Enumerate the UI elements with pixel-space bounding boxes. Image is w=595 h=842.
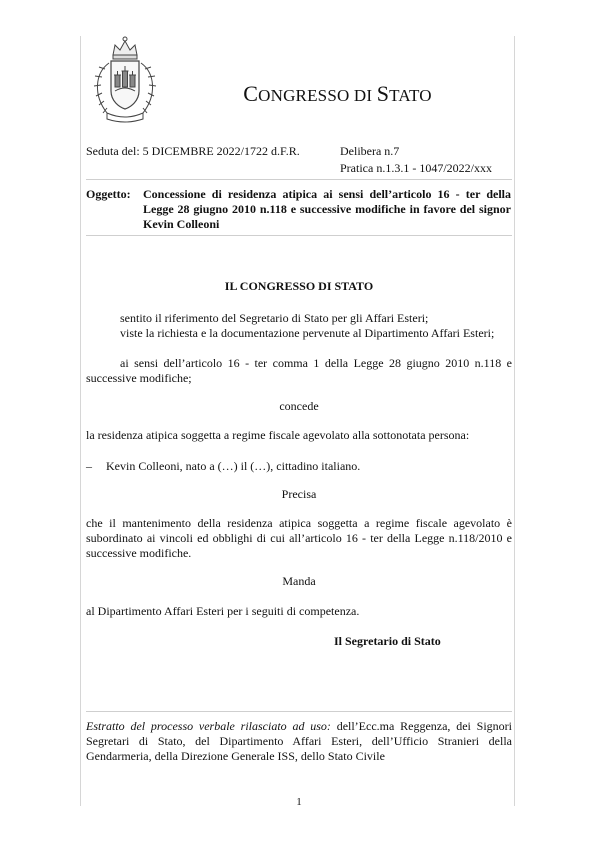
- paragraph-sentito: sentito il riferimento del Segretario di Stato per gli Affari Esteri;: [120, 311, 429, 325]
- san-marino-coat-of-arms-icon: [89, 33, 161, 125]
- estratto-footer: [86, 719, 512, 764]
- section-heading: IL CONGRESSO DI STATO: [224, 279, 374, 293]
- page-number: 1: [296, 796, 302, 808]
- concede-heading: concede: [279, 399, 319, 413]
- right-margin-line: [514, 36, 515, 806]
- pratica-number: Pratica n.1.3.1 - 1047/2022/xxx: [340, 161, 492, 175]
- precisa-heading: Precisa: [281, 487, 317, 501]
- page-title: CONGRESSO DI STATO: [243, 81, 432, 106]
- paragraph-dipartimento: al Dipartimento Affari Esteri per i seguiti di competenza.: [86, 604, 360, 618]
- estratto-label: Estratto del processo verbale rilasciato ad uso:: [86, 719, 331, 733]
- paragraph-mantenimento: che il mantenimento della residenza atipica soggetta a regime fiscale agevolato è subordinato ai vincoli ed obblighi di cui all’articolo 16 - ter della Legge n.118/2010 e successive modifiche.: [86, 516, 512, 560]
- oggetto-label: Oggetto:: [86, 187, 131, 201]
- divider: [86, 711, 512, 712]
- divider: [86, 235, 512, 236]
- left-margin-line: [80, 36, 81, 806]
- paragraph-viste: viste la richiesta e la documentazione pervenute al Dipartimento Affari Esteri;: [120, 326, 495, 340]
- list-bullet: –: [86, 459, 92, 473]
- manda-heading: Manda: [282, 574, 316, 588]
- divider: [86, 179, 512, 180]
- seduta-date: Seduta del: 5 DICEMBRE 2022/1722 d.F.R.: [86, 144, 300, 158]
- signature-line: Il Segretario di Stato: [334, 634, 441, 648]
- paragraph-residenza: la residenza atipica soggetta a regime fiscale agevolato alla sottonotata persona:: [86, 428, 470, 442]
- estratto-text: dell’Ecc.ma Reggenza, dei Signori Segretari di Stato, del Dipartimento Affari Esteri, dell’Ufficio Stranieri della Gendarmeria, della Direzione Generale ISS, dello Stato Civile: [86, 719, 512, 763]
- delibera-number: Delibera n.7: [340, 144, 400, 158]
- paragraph-ai-sensi: ai sensi dell’articolo 16 - ter comma 1 della Legge 28 giugno 2010 n.118 e successive modifiche;: [86, 356, 512, 385]
- oggetto-text: Concessione di residenza atipica ai sensi dell’articolo 16 - ter della Legge 28 giugno 2010 n.118 e successive modifiche in favore del signor Kevin Colleoni: [143, 187, 511, 231]
- list-item-person: Kevin Colleoni, nato a (…) il (…), cittadino italiano.: [106, 459, 361, 473]
